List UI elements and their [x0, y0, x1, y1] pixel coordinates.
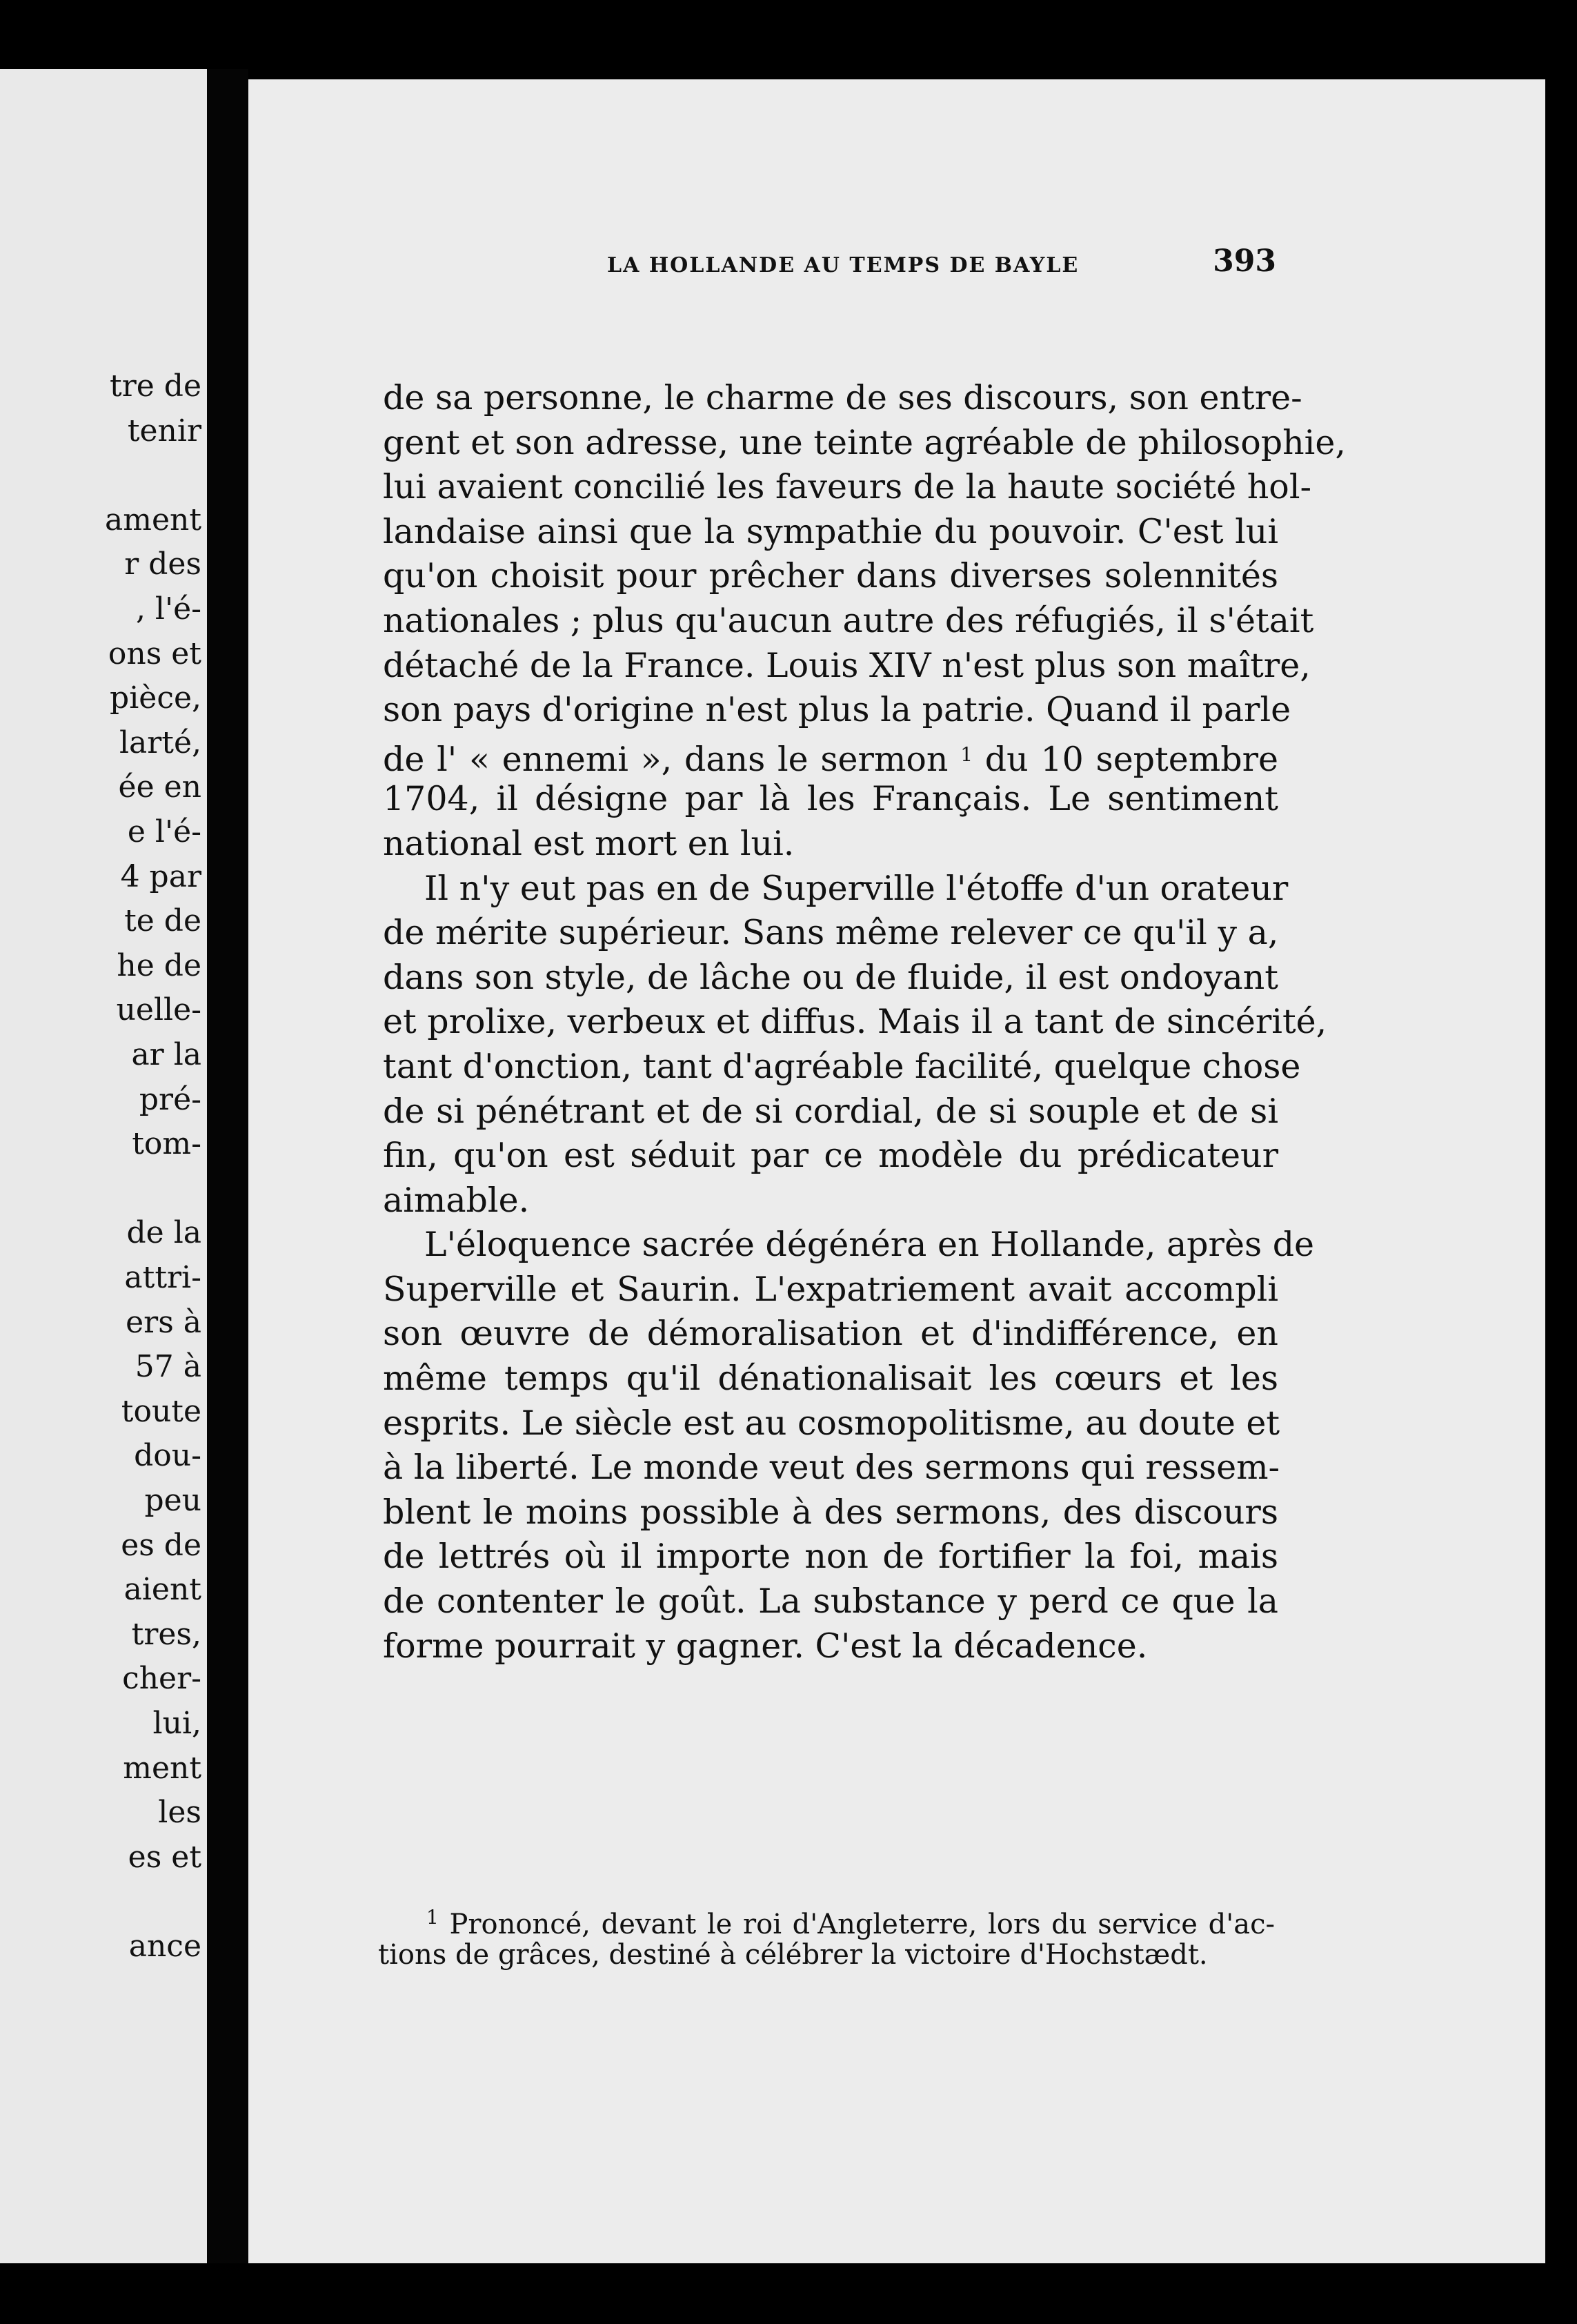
text-segment: de l' « ennemi », dans le sermon [383, 739, 949, 779]
text-line: fin, qu'on est séduit par ce modèle du prédicateur [383, 1136, 1278, 1176]
left-page-line: ament [104, 502, 201, 538]
footnote-marker: 1 [426, 1906, 439, 1929]
left-page-line: te de [124, 903, 201, 939]
text-line: gent et son adresse, une teinte agréable de philosophie, [383, 422, 1346, 462]
left-page-line: les [158, 1795, 201, 1831]
running-title: LA HOLLANDE AU TEMPS DE BAYLE [607, 253, 1080, 277]
left-page-line: ance [128, 1929, 201, 1964]
text-line: national est mort en lui. [383, 823, 795, 863]
text-line: landaise ainsi que la sympathie du pouvoir. C'est lui [383, 511, 1278, 551]
left-page-line: es de [121, 1527, 201, 1563]
left-page-line: aient [123, 1572, 201, 1608]
left-page-line: , l'é- [135, 591, 201, 627]
left-page-line: attri- [124, 1260, 201, 1295]
left-page-line: ons et [108, 636, 201, 671]
text-line: aimable. [383, 1180, 530, 1220]
left-page-line: e l'é- [127, 814, 201, 849]
left-page-line: tenir [127, 413, 201, 449]
text-line: de contenter le goût. La substance y perd ce que la [383, 1582, 1278, 1622]
text-line: de mérite supérieur. Sans même relever ce qu'il y a, [383, 913, 1279, 953]
left-page-line: uelle- [116, 992, 201, 1028]
text-line-with-footnote [383, 733, 1278, 778]
text-line: tant d'onction, tant d'agréable facilité, quelque chose [383, 1046, 1301, 1086]
footnote-line: tions de grâces, destiné à célébrer la victoire d'Hochstædt. [378, 1939, 1208, 1971]
text-line: son pays d'origine n'est plus la patrie. Quand il parle [383, 690, 1291, 730]
body-text [383, 376, 1346, 1668]
left-page-line: tom- [132, 1126, 201, 1162]
left-page-line: toute [121, 1393, 201, 1429]
left-page-line: he de [117, 947, 201, 983]
text-line: même temps qu'il dénationalisait les cœurs et les [383, 1359, 1278, 1399]
footnote-line [378, 1899, 1275, 1940]
left-page-line: pièce, [110, 680, 201, 716]
text-line: 1704, il désigne par là les Français. Le sentiment [383, 779, 1278, 819]
text-line: détaché de la France. Louis XIV n'est plus son maître, [383, 645, 1311, 685]
left-page-line: cher- [122, 1661, 201, 1697]
book-gutter [207, 69, 248, 2263]
left-page-line: r des [124, 546, 201, 582]
text-line: dans son style, de lâche ou de fluide, il est ondoyant [383, 957, 1278, 997]
left-page-line: ers à [126, 1304, 201, 1340]
text-line: de sa personne, le charme de ses discours, son entre- [383, 378, 1302, 417]
left-page-line: pré- [139, 1081, 201, 1117]
text-line: Superville et Saurin. L'expatriement avait accompli [383, 1269, 1278, 1309]
text-line: L'éloquence sacrée dégénéra en Hollande, après de [424, 1225, 1315, 1265]
text-line: de si pénétrant et de si cordial, de si souple et de si [383, 1091, 1278, 1131]
footnote [378, 1899, 1275, 1973]
text-line: à la liberté. Le monde veut des sermons qui ressem- [383, 1448, 1280, 1488]
left-page-line: de la [126, 1215, 201, 1251]
footnote-reference: 1 [960, 742, 973, 766]
text-line: nationales ; plus qu'aucun autre des réfugiés, il s'était [383, 600, 1314, 640]
text-line: qu'on choisit pour prêcher dans diverses solennités [383, 556, 1278, 596]
page-number: 393 [1213, 244, 1276, 279]
left-page-line: ée en [118, 769, 201, 805]
left-page-line: ar la [131, 1037, 201, 1072]
left-page-line: tre de [110, 368, 201, 404]
text-line: son œuvre de démoralisation et d'indifférence, en [383, 1314, 1278, 1354]
text-line: esprits. Le siècle est au cosmopolitisme, au doute et [383, 1403, 1280, 1443]
left-page-line: es et [128, 1839, 201, 1875]
left-page-line: ment [123, 1750, 201, 1786]
left-page-line: lui, [152, 1706, 201, 1741]
footnote-text: Prononcé, devant le roi d'Angleterre, lors du service d'ac- [438, 1909, 1275, 1940]
text-segment: du 10 septembre [973, 739, 1278, 779]
left-page-line: 57 à [135, 1349, 201, 1385]
left-page-line: dou- [134, 1438, 201, 1474]
left-page-line: larté, [119, 725, 201, 760]
left-page-line: tres, [131, 1616, 201, 1652]
page-header [362, 238, 1276, 293]
text-line: forme pourrait y gagner. C'est la décadence. [383, 1626, 1148, 1666]
text-line: de lettrés où il importe non de fortifier la foi, mais [383, 1537, 1278, 1577]
text-line: et prolixe, verbeux et diffus. Mais il a tant de sincérité, [383, 1002, 1327, 1042]
left-page-line: peu [144, 1483, 201, 1518]
left-page-fragment [0, 69, 207, 2263]
left-page-line: 4 par [120, 858, 201, 894]
text-line: lui avaient concilié les faveurs de la haute société hol- [383, 467, 1312, 507]
text-line: blent le moins possible à des sermons, des discours [383, 1492, 1278, 1532]
text-line: Il n'y eut pas en de Superville l'étoffe d'un orateur [424, 868, 1289, 908]
